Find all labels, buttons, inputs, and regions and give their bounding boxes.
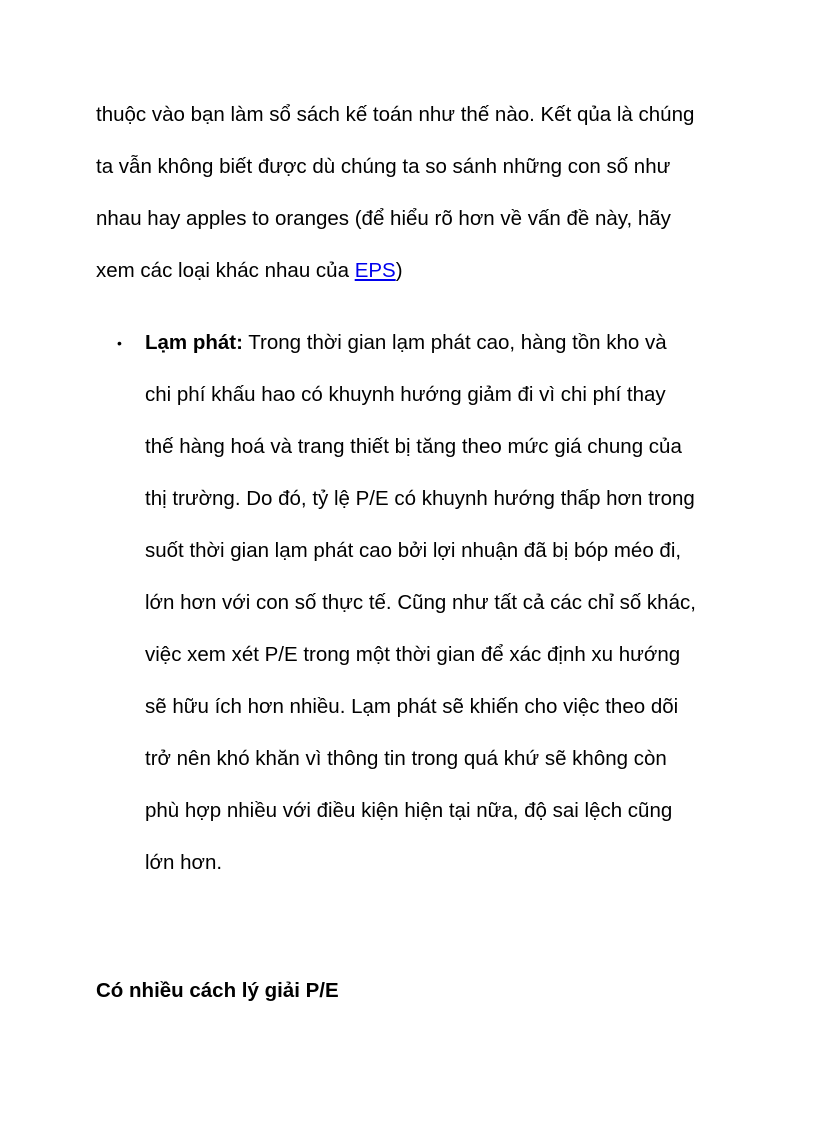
intro-last-line — [96, 245, 736, 297]
bullet-first-line — [145, 317, 736, 369]
bullet-line: việc xem xét P/E trong một thời gian để xác định xu hướng — [145, 643, 681, 666]
bullet-line: thế hàng hoá và trang thiết bị tăng theo mức giá chung của — [145, 435, 682, 458]
bullet-term: Lạm phát: — [145, 331, 243, 354]
bullet-line: thị trường. Do đó, tỷ lệ P/E có khuynh hướng thấp hơn trong — [145, 487, 695, 510]
intro-line: nhau hay apples to oranges (để hiểu rõ hơn về vấn đề này, hãy — [96, 207, 671, 230]
intro-last-line-prefix: xem các loại khác nhau của — [96, 259, 355, 282]
bullet-list — [96, 317, 736, 889]
bullet-line: lớn hơn. — [145, 851, 223, 874]
bullet-first-line-rest: Trong thời gian lạm phát cao, hàng tồn kho và — [242, 331, 667, 354]
eps-link[interactable]: EPS — [354, 259, 396, 282]
bullet-line: lớn hơn với con số thực tế. Cũng như tất cả các chỉ số khác, — [145, 591, 696, 614]
intro-paragraph — [96, 89, 736, 297]
list-item-inflation — [96, 317, 736, 889]
bullet-icon: • — [117, 335, 122, 351]
bullet-line: sẽ hữu ích hơn nhiều. Lạm phát sẽ khiến cho việc theo dõi — [145, 695, 679, 718]
bullet-line: suốt thời gian lạm phát cao bởi lợi nhuận đã bị bóp méo đi, — [145, 539, 682, 562]
intro-line: thuộc vào bạn làm sổ sách kế toán như thế nào. Kết qủa là chúng — [96, 103, 695, 126]
intro-last-line-suffix: ) — [395, 259, 403, 282]
section-heading: Có nhiều cách lý giải P/E — [96, 979, 339, 1002]
bullet-line: trở nên khó khăn vì thông tin trong quá khứ sẽ không còn — [145, 747, 667, 770]
bullet-line: chi phí khấu hao có khuynh hướng giảm đi vì chi phí thay — [145, 383, 666, 406]
bullet-line: phù hợp nhiều với điều kiện hiện tại nữa, độ sai lệch cũng — [145, 799, 673, 822]
intro-line: ta vẫn không biết được dù chúng ta so sánh những con số như — [96, 155, 671, 178]
